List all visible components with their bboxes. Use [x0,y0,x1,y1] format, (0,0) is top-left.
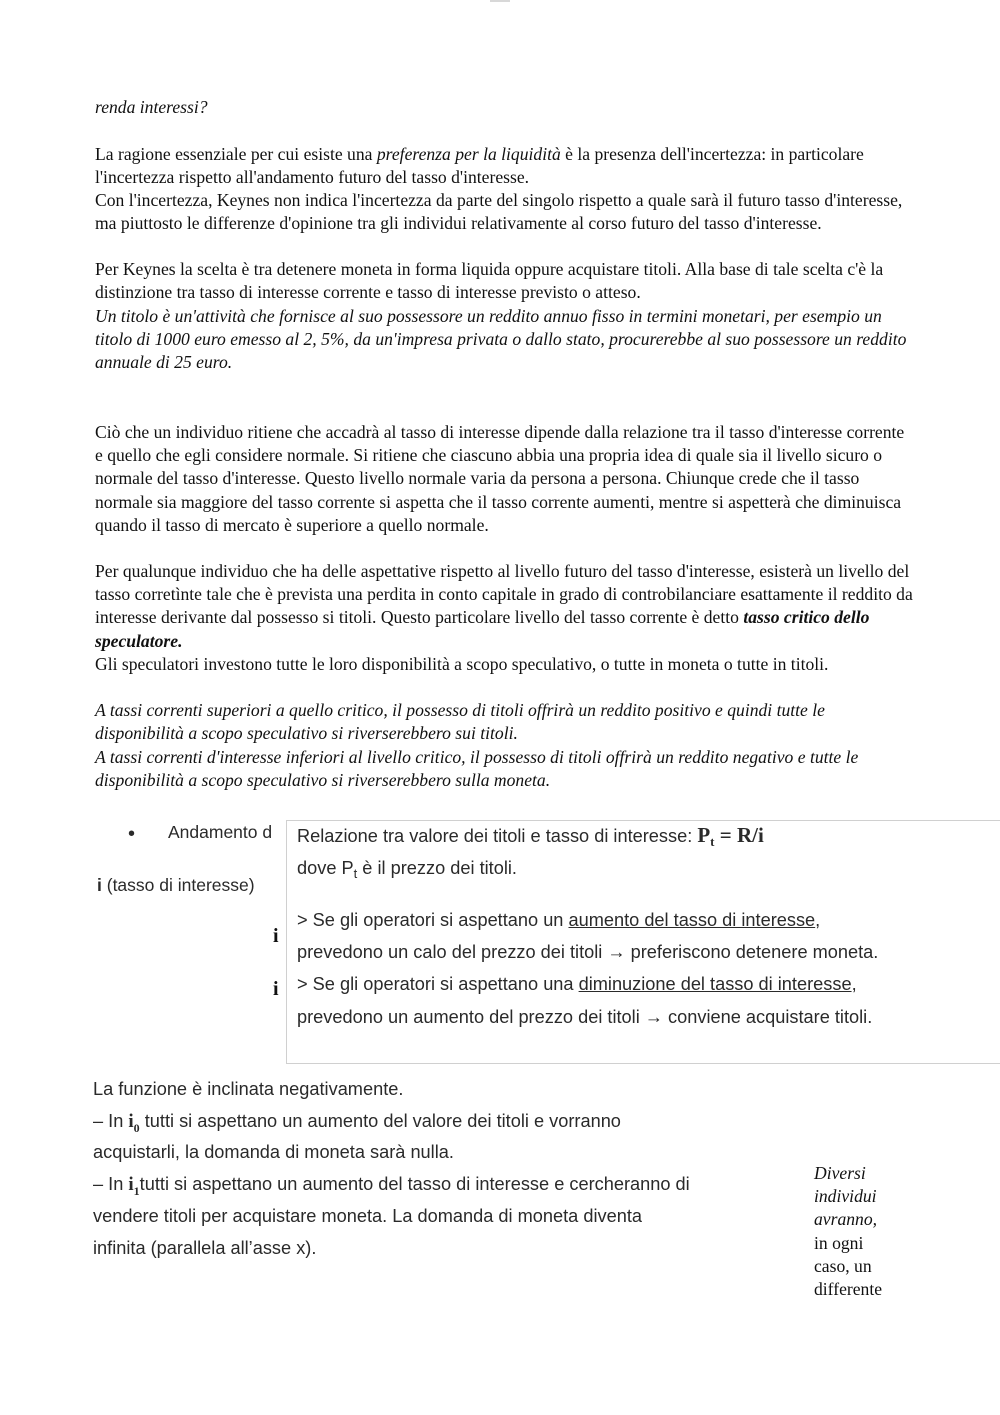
text-span: è il prezzo dei titoli. [357,858,517,878]
text-span: Relazione tra valore dei titoli e tasso di interesse: [297,826,693,846]
symbol-i: i [128,1111,134,1132]
emphasis-critical-rate: tasso critico dello speculatore. [95,607,870,651]
text-span: tutti si aspettano un aumento del valore dei titoli e vorranno [139,1111,621,1131]
lower-line-5: vendere titoli per acquistare moneta. La domanda di moneta diventa [93,1206,642,1226]
symbol-i: i [128,1174,134,1195]
box-line-definition [297,858,517,881]
text-span: La ragione essenziale per cui esiste una [95,144,377,164]
symbol-i0 [128,1111,140,1135]
text-span: , [851,974,857,994]
side-note-line: caso, un [814,1255,872,1276]
text-span: > Se gli operatori si aspettano una [297,974,579,994]
emphasis-liquidity: preferenza per la liquidità [376,144,561,164]
formula [697,823,763,847]
box-line-decrease [297,974,857,995]
lower-line-4 [93,1174,690,1199]
lower-line-1: La funzione è inclinata negativamente. [93,1079,404,1099]
paragraph-bond-definition: Un titolo è un'attività che fornisce al suo possessore un reddito annuo fisso in termini monetari, per esempio un titolo di 1000 euro emesso al 2, 5%, da un'impresa privata o dallo stato, procurerebbe al suo possessore un reddito annuale di 25 euro. [95,306,907,373]
bullet-dot: • [128,823,136,845]
lower-line-2 [93,1111,621,1136]
lower-line-3: acquistarli, la domanda di moneta sarà nulla. [93,1142,454,1162]
box-line-increase-consequence: prevedono un calo del prezzo dei titoli → preferiscono detenere moneta. [297,942,879,962]
box-line-decrease-consequence: prevedono un aumento del prezzo dei titoli → conviene acquistare titoli. [297,1007,873,1027]
axis-symbol: i [97,875,102,895]
text-span: > Se gli operatori si aspettano un [297,910,569,930]
lower-line-6: infinita (parallela all’asse x). [93,1238,317,1258]
bullet-text: Andamento d [168,822,273,842]
box-line-relation [297,823,764,850]
side-note-line: Diversi [814,1163,866,1183]
side-note-line: differente [814,1279,883,1300]
paragraph-liquidity [95,143,915,189]
formula-p: P [697,823,711,847]
subscript: t [353,866,358,881]
paragraph-speculators: Gli speculatori investono tutte le loro disponibilità a scopo speculativo, o tutte in moneta o tutte in titoli. [95,654,829,674]
text-span: è la presenza dell'incertezza: in particolare l'incertezza rispetto all'andamento futuro del tasso d'interesse. [95,144,864,188]
paragraph-keynes-choice: Per Keynes la scelta è tra detenere moneta in forma liquida oppure acquistare titoli. Alla base di tale scelta c'è la distinzione tra tasso di interesse corrente e tasso di interesse previsto o atteso. [95,259,884,303]
underlined-text: aumento del tasso di interesse [568,910,816,930]
paragraph-intro: renda interessi? [95,97,208,117]
paragraph-uncertainty: Con l'incertezza, Keynes non indica l'incertezza da parte del singolo rispetto a quale sarà il futuro tasso d'interesse, ma piuttosto le differenze d'opinione tra gli individui relativamente al corso futuro del tasso d'interesse. [95,190,903,234]
paragraph-above-critical: A tassi correnti superiori a quello critico, il possesso di titoli offrirà un reddito positivo e quindi tutte le disponibilità a scopo speculativo si riverserebbero sui titoli. [95,700,825,744]
underlined-text: diminuzione del tasso di interesse [578,974,852,994]
formula-rest: = R/i [714,823,764,847]
side-note-line: individui [814,1186,877,1207]
side-note-line: avranno, [814,1209,878,1230]
paragraph-normal-rate: Ciò che un individuo ritiene che accadrà al tasso di interesse dipende dalla relazione tra il tasso d'interesse corrente e quello che egli considere normale. Si ritiene che ciascuno abbia una propria idea di quale sia il livello sicuro o normale del tasso d'interesse. Questo livello normale varia da persona a persona. Chiunque crede che il tasso normale sia maggiore del tasso corrente si aspetta che il tasso corrente aumenti, mentre si aspetterà che diminuisca quando il tasso di mercato è superiore a quello normale. [95,422,905,535]
text-span: – In [93,1111,129,1131]
axis-label-text: (tasso di interesse) [101,875,255,895]
side-note-line: in ogni [814,1232,864,1253]
label-i1: i [273,978,279,1000]
text-span: tutti si aspettano un aumento del tasso di interesse e cercheranno di [139,1174,690,1194]
text-span: – In [93,1174,129,1194]
text-span: dove P [297,858,354,878]
symbol-i1 [128,1174,140,1198]
text-span: , [815,910,821,930]
symbol-sub: 1 [133,1183,140,1198]
symbol-sub: 0 [133,1120,140,1135]
side-note [814,1162,904,1301]
page-header-mark [490,0,510,2]
box-line-increase [297,910,820,931]
text-span: Per qualunque individuo che ha delle aspettative rispetto al livello futuro del tasso d'interesse, esisterà un livello del tasso corretìnte tale che è prevista una perdita in conto capitale in grado di controbilanciare esattamente il reddito da interesse derivante dal possesso si titoli. Questo particolare livello del tasso corrente è detto [95,561,913,628]
axis-label-interest [97,875,255,896]
paragraph-critical-rate [95,560,915,653]
formula-sub: t [710,834,715,849]
label-i0: i [273,925,279,947]
paragraph-below-critical: A tassi correnti d'interesse inferiori al livello critico, il possesso di titoli offrirà un reddito negativo e tutte le disponibilità a scopo speculativo si riverserebbero sulla moneta. [95,747,859,791]
